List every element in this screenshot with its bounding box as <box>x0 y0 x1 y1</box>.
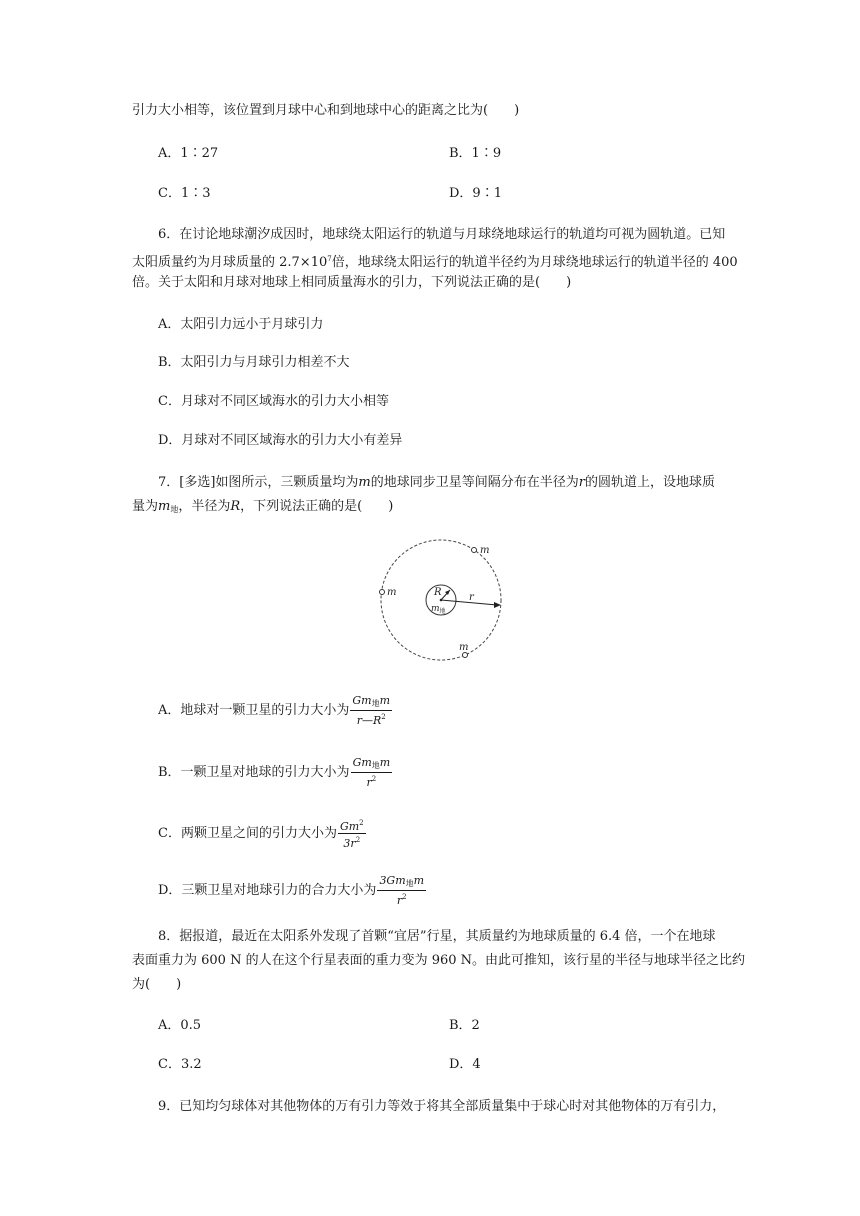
q8-option-a: A．0.5 <box>158 1018 202 1033</box>
q7-line-2a: 量为 <box>132 499 159 514</box>
q7-option-c-text: C．两颗卫星之间的引力大小为 <box>158 826 337 841</box>
q6-line-2 <box>132 250 738 272</box>
q6-exponent: 7 <box>327 255 332 263</box>
q7-var-m: m <box>358 475 371 490</box>
q7-line-2 <box>132 498 393 519</box>
q7-option-a-text: A．地球对一颗卫星的引力大小为 <box>158 703 350 718</box>
q7-option-a-fraction <box>350 694 392 727</box>
q6-option-b: B．太阳引力与月球引力相差不大 <box>158 355 350 370</box>
q7-option-b-fraction <box>351 756 393 789</box>
q7-line-1c: 的圆轨道上，设地球质 <box>584 475 715 490</box>
q8-line-2: 表面重力为 600 N 的人在这个行星表面的重力变为 960 N。由此可推知，该行星的半径与地球半径之比约 <box>132 953 746 968</box>
q7-option-d <box>158 874 426 907</box>
q7-line-1a: 7．[多选]如图所示，三颗质量均为 <box>158 475 359 490</box>
q7-c-numerator: Gm$^2$ <box>339 819 364 833</box>
satellite-left <box>380 590 385 595</box>
radius-r-arrowhead <box>494 602 501 608</box>
orbit-figure <box>370 534 510 664</box>
q6-line-2a: 太阳质量约为月球质量的 2.7×10 <box>132 255 328 270</box>
q7-option-b <box>158 756 392 789</box>
satellite-top-right <box>472 548 477 553</box>
q8-option-d: D．4 <box>449 1057 481 1072</box>
q8-option-c: C．3.2 <box>158 1057 202 1072</box>
q7-var-R: R <box>230 499 241 514</box>
q7-option-b-text: B．一颗卫星对地球的引力大小为 <box>158 765 350 780</box>
q7-a-numerator: $Gm_地m$ <box>350 694 392 711</box>
satellite-bottom <box>463 653 468 658</box>
q6-option-a: A．太阳引力远小于月球引力 <box>158 317 324 332</box>
q7-option-c-fraction <box>338 817 366 850</box>
q7-d-denominator: $r^2$ <box>396 893 407 907</box>
q5-option-a: A．1∶27 <box>158 146 219 161</box>
q6-line-2b: 倍，地球绕太阳运行的轨道半径约为月球绕地球运行的轨道半径的 400 <box>331 255 738 270</box>
q6-line-1: 6．在讨论地球潮汐成因时，地球绕太阳运行的轨道与月球绕地球运行的轨道均可视为圆轨道。已知 <box>158 227 726 242</box>
q8-line-3: 为( ) <box>132 977 182 992</box>
earth-mass-label: $m_地$ <box>431 604 446 615</box>
R-label: R <box>434 587 442 598</box>
q7-c-denominator: $3r^2$ <box>343 836 361 850</box>
q7-line-2b: ，半径为 <box>178 499 231 514</box>
q7-var-r: r <box>578 475 585 490</box>
q7-var-m-earth: m <box>158 499 171 514</box>
q6-option-d: D．月球对不同区域海水的引力大小有差异 <box>158 433 403 448</box>
q8-option-b: B．2 <box>449 1018 480 1033</box>
sat-label-bottom: m <box>459 642 469 653</box>
q7-line-2c: ，下列说法正确的是( ) <box>240 499 394 514</box>
q7-line-1b: 的地球同步卫星等间隔分布在半径为 <box>370 475 579 490</box>
q7-b-denominator: $r^2$ <box>366 775 377 789</box>
q5-option-c: C．1∶3 <box>158 186 211 201</box>
q7-option-d-fraction <box>377 874 426 907</box>
q8-line-1: 8．据报道，最近在太阳系外发现了首颗“宜居”行星，其质量约为地球质量的 6.4 倍，一个在地球 <box>158 929 716 944</box>
q7-option-a <box>158 694 392 727</box>
q7-b-numerator: $Gm_地m$ <box>351 756 393 773</box>
q7-option-c <box>158 817 366 850</box>
r-label: r <box>469 592 474 603</box>
q7-option-d-text: D．三颗卫星对地球引力的合力大小为 <box>158 883 377 898</box>
q5-option-d: D．9∶1 <box>449 186 502 201</box>
q7-line-1 <box>158 474 715 492</box>
q6-line-3: 倍。关于太阳和月球对地球上相同质量海水的引力，下列说法正确的是( ) <box>132 275 572 290</box>
q5-text: 引力大小相等，该位置到月球中心和到地球中心的距离之比为( ) <box>132 103 520 118</box>
q7-sub-earth: 地 <box>170 505 179 514</box>
sat-label-top-right: m <box>480 545 490 556</box>
q5-option-b: B．1∶9 <box>449 146 502 161</box>
q6-option-c: C．月球对不同区域海水的引力大小相等 <box>158 394 389 409</box>
q9-line-1: 9．已知均匀球体对其他物体的万有引力等效于将其全部质量集中于球心时对其他物体的万有引力， <box>158 1099 726 1114</box>
q7-d-numerator: $3Gm_地m$ <box>377 874 426 891</box>
q7-a-denominator: $r—R^2$ <box>356 713 386 727</box>
sat-label-left: m <box>387 587 397 598</box>
